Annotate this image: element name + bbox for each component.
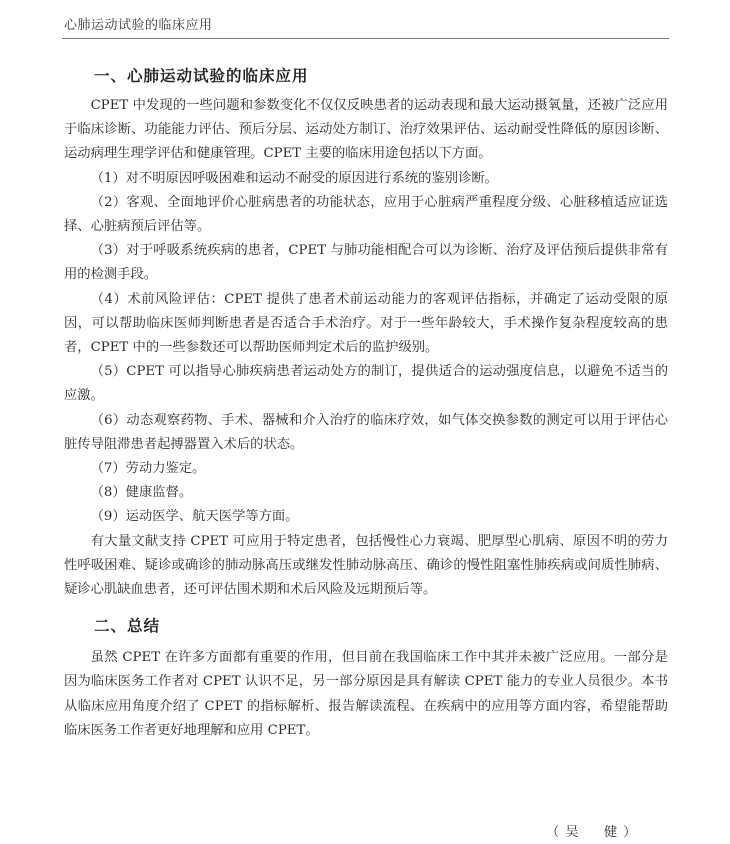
section1-closing-paragraph: 有大量文献支持 CPET 可应用于特定患者，包括慢性心力衰竭、肥厚型心肌病、原因不明的劳力性呼吸困难、疑诊或确诊的肺动脉高压或继发性肺动脉高压、确诊的慢性阻塞性肺疾病或间质性肺病、疑诊心肌缺血患者，还可评估围术期和术后风险及远期预后等。 — [64, 533, 668, 598]
author-signature: （吴 健） — [546, 825, 643, 840]
section-heading-clinical-application: 一、心肺运动试验的临床应用 — [94, 67, 309, 85]
running-header-title: 心肺运动试验的临床应用 — [64, 18, 213, 33]
list-item: （2）客观、全面地评价心脏病患者的功能状态，应用于心脏病严重程度分级、心脏移植适应证选择、心脏病预后评估等。 — [64, 194, 668, 235]
list-item: （7）劳动力鉴定。 — [90, 461, 206, 477]
list-item: （4）术前风险评估：CPET 提供了患者术前运动能力的客观评估指标，并确定了运动受限的原因，可以帮助临床医师判断患者是否适合手术治疗。对于一些年龄较大，手术操作复杂程度较高的患者，CPET 中的一些参数还可以帮助医师判定术后的监护级别。 — [64, 291, 668, 356]
list-item: （9）运动医学、航天医学等方面。 — [90, 509, 299, 525]
list-item: （1）对不明原因呼吸困难和运动不耐受的原因进行系统的鉴别诊断。 — [90, 170, 498, 186]
list-item: （3）对于呼吸系统疾病的患者，CPET 与肺功能相配合可以为诊断、治疗及评估预后提供非常有用的检测手段。 — [64, 243, 668, 283]
page-body — [64, 60, 668, 743]
section1-intro-paragraph: CPET 中发现的一些问题和参数变化不仅仅反映患者的运动表现和最大运动摄氧量，还被广泛应用于临床诊断、功能能力评估、预后分层、运动处方制订、治疗效果评估、运动耐受性降低的原因诊断、运动病理生理学评估和健康管理。CPET 主要的临床用途包括以下方面。 — [64, 98, 668, 162]
header-divider — [62, 38, 669, 39]
section2-body-paragraph: 虽然 CPET 在许多方面都有重要的作用，但目前在我国临床工作中其并未被广泛应用。一部分是因为临床医务工作者对 CPET 认识不足，另一部分原因是具有解读 CPET 能力的专业人员很少。本书从临床应用角度介绍了 CPET 的指标解析、报告解读流程、在疾病中的应用等方面内容，希望能帮助临床医务工作者更好地理解和应用 CPET。 — [64, 650, 668, 738]
section-heading-summary: 二、总结 — [94, 617, 161, 636]
list-item: （6）动态观察药物、手术、器械和介入治疗的临床疗效，如气体交换参数的测定可以用于评估心脏传导阻滞患者起搏器置入术后的状态。 — [64, 412, 668, 452]
list-item: （5）CPET 可以指导心肺疾病患者运动处方的制订，提供适合的运动强度信息，以避免不适当的应激。 — [64, 364, 668, 404]
list-item: （8）健康监督。 — [90, 485, 193, 501]
